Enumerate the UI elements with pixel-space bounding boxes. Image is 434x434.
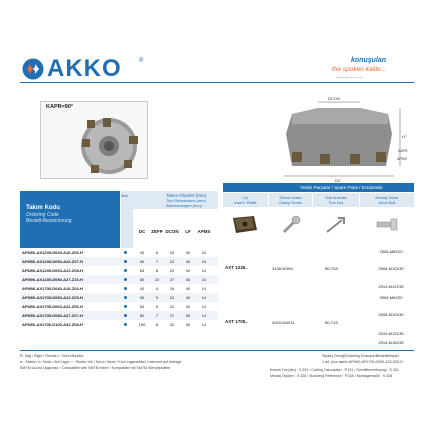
stock-dot bbox=[124, 251, 127, 254]
clamp-screw-icon bbox=[280, 214, 302, 236]
table-row bbox=[20, 275, 218, 284]
arbor-code: 2508-M10X30 bbox=[378, 266, 404, 271]
ordering-code-title: Takım Kodu bbox=[26, 205, 60, 211]
row-lf: 50 bbox=[185, 312, 191, 318]
lf-label: LF bbox=[402, 134, 407, 139]
row-dc: 63 bbox=[139, 303, 145, 309]
insert-label: Uç bbox=[243, 196, 248, 200]
row-dcon: 22 bbox=[169, 258, 175, 264]
row-code: AFM90-AX1235-D040-A16-Z06-H bbox=[22, 249, 83, 255]
row-z: 6 bbox=[155, 249, 159, 255]
row-dc: 40 bbox=[139, 249, 145, 255]
row-code: AFM90-AX1705-D063-A22-Z06-H bbox=[22, 303, 83, 309]
footer-order-example: Sipariş Örneği/Ordering Example/Bestellbeispiel bbox=[322, 354, 399, 358]
stock-column-label: Stok bbox=[121, 194, 129, 198]
row-z: 8 bbox=[155, 321, 159, 327]
header-divider bbox=[20, 82, 414, 83]
stock-dot bbox=[124, 269, 127, 272]
table-row bbox=[20, 320, 218, 329]
row-apmx: 10 bbox=[201, 249, 207, 255]
row-lf: 50 bbox=[185, 276, 191, 282]
row-apmx: 10 bbox=[201, 276, 207, 282]
stock-dot bbox=[124, 278, 127, 281]
arbor-label: Montaj Vidası bbox=[375, 196, 399, 200]
table-row bbox=[20, 293, 218, 302]
row-code: AFM90-AX1705-D100-A32-Z08-H bbox=[22, 321, 83, 327]
slogan-line-2: the spoken kalite... bbox=[332, 66, 387, 73]
row-dcon: 22 bbox=[169, 267, 175, 273]
col-header-zefp: ZEFP bbox=[151, 229, 163, 234]
screw-label-en: Clamp Screw bbox=[279, 201, 302, 205]
dimensions-title-tr: Takım Ölçüleri (mm) bbox=[166, 193, 207, 198]
dcon-label: DCON bbox=[328, 96, 340, 101]
row-lf: 50 bbox=[185, 321, 191, 327]
stock-dot bbox=[124, 296, 127, 299]
akko-logo-icon bbox=[22, 58, 44, 80]
col-header-dcon: DCON bbox=[165, 229, 179, 234]
row-apmx: 10 bbox=[201, 267, 207, 273]
face-mill-photo bbox=[41, 102, 149, 180]
row-lf: 40 bbox=[185, 294, 191, 300]
row-code: AFM90-AX1235-D080-A27-Z10-H bbox=[22, 276, 83, 282]
row-dcon: 27 bbox=[169, 312, 175, 318]
row-apmx: 14 bbox=[201, 294, 207, 300]
apmx-label: APMX bbox=[397, 157, 407, 161]
row-code: AFM90-AX1235-D063-A22-Z08-H bbox=[22, 267, 83, 273]
torx-key-icon bbox=[324, 214, 348, 236]
row-dc: 40 bbox=[139, 285, 145, 291]
row-lf: 40 bbox=[185, 303, 191, 309]
footer-mounting-ref: Montaj Ölçüleri : S.328 / Mounting Reference : P.328 / Montagemaße : S.328 bbox=[270, 374, 393, 378]
arbor-bolt-icon bbox=[375, 214, 399, 236]
row-lf: 40 bbox=[185, 285, 191, 291]
row-z: 8 bbox=[155, 267, 159, 273]
kapr-label: KAPR=90° bbox=[46, 104, 74, 110]
dimensions-title-en: Tool Dimensions (mm) bbox=[166, 198, 206, 203]
ordering-code-sub-de: Bestell-Bezeichnung bbox=[26, 218, 72, 224]
stock-dot bbox=[124, 323, 127, 326]
key-code-group1: 80-T08 bbox=[325, 266, 338, 271]
row-lf: 40 bbox=[185, 267, 191, 273]
key-label-en: Torx Key bbox=[328, 201, 344, 205]
row-lf: 40 bbox=[185, 249, 191, 255]
stock-dot bbox=[124, 287, 127, 290]
col-header-dc: DC bbox=[138, 229, 146, 234]
footer-note-2: ● : Stokta / In Stock / Auf Lager ○ : Stokta Yok / Not In Stock / Kein Lagerartikel, Lieferzeit auf Anfrage bbox=[20, 360, 182, 364]
table-row bbox=[20, 248, 218, 257]
arbor-code: 2508-M10X30 bbox=[378, 312, 404, 317]
technical-drawing bbox=[262, 94, 412, 184]
row-dc: 100 bbox=[138, 321, 146, 327]
footer-note-3: SMTM Ucuna Uygundur / Compatible with SMTM Insert / Kompatibel mit SMTM Wendeplatten bbox=[20, 366, 171, 370]
insert-icon bbox=[230, 214, 260, 236]
row-dc: 80 bbox=[139, 276, 145, 282]
stock-dot bbox=[124, 260, 127, 263]
dimensions-title-de: Abmessungen (mm) bbox=[166, 203, 203, 208]
row-z: 7 bbox=[155, 258, 159, 264]
stock-column-header bbox=[120, 191, 133, 248]
row-lf: 40 bbox=[185, 258, 191, 264]
row-dcon: 16 bbox=[169, 285, 175, 291]
brand-name: AKKO bbox=[47, 55, 122, 82]
row-code: AFM90-AX1705-D040-A16-Z04-H bbox=[22, 285, 83, 291]
row-code: AFM90-AX1235-D050-A22-Z07-H bbox=[22, 258, 83, 264]
row-apmx: 14 bbox=[201, 303, 207, 309]
row-code: AFM90-AX1705-D050-A22-Z05-H bbox=[22, 294, 83, 300]
row-dcon: 22 bbox=[169, 303, 175, 309]
row-dcon: 32 bbox=[169, 321, 175, 327]
insert-label-en: Insert / Platte bbox=[234, 201, 257, 205]
stock-dot bbox=[124, 305, 127, 308]
table-row bbox=[20, 266, 218, 275]
table-row bbox=[20, 284, 218, 293]
row-z: 6 bbox=[155, 303, 159, 309]
key-label: Tork Anahtarı bbox=[324, 196, 348, 200]
stock-dot bbox=[124, 314, 127, 317]
row-dc: 50 bbox=[139, 258, 145, 264]
row-apmx: 10 bbox=[201, 258, 207, 264]
table-row bbox=[20, 302, 218, 311]
row-z: 10 bbox=[154, 276, 160, 282]
row-z: 4 bbox=[155, 285, 159, 291]
key-code-group2: 80-T15 bbox=[325, 320, 338, 325]
insert-code-group1: AXT 1235.. bbox=[225, 265, 248, 270]
row-dcon: 16 bbox=[169, 249, 175, 255]
screw-label: Sıkma Vidası bbox=[279, 196, 302, 200]
arbor-code: 2506-M8X20 bbox=[379, 249, 403, 254]
row-code: AFM90-AX1705-D080-A27-Z07-H bbox=[22, 312, 83, 318]
col-header-apmx: APMX bbox=[197, 229, 211, 234]
row-apmx: 14 bbox=[201, 285, 207, 291]
arbor-code: 2510-M12X35 bbox=[378, 331, 404, 336]
row-dc: 63 bbox=[139, 267, 145, 273]
insert-code-group2: AXT 1705.. bbox=[225, 319, 248, 324]
slogan-line-3: ................ bbox=[336, 74, 363, 80]
product-photo-frame bbox=[40, 101, 148, 179]
row-z: 7 bbox=[155, 312, 159, 318]
footer-note-1: R: Sağ / Right / Rechts L: Sol/Left/Links bbox=[20, 354, 84, 358]
row-apmx: 14 bbox=[201, 321, 207, 327]
screw-code-group2: 4015-M4X11 bbox=[272, 320, 295, 325]
kapr-drawing-label: KAPR bbox=[398, 149, 408, 153]
arbor-code: 2510-M12X35 bbox=[378, 284, 404, 289]
row-dc: 80 bbox=[139, 312, 145, 318]
table-row bbox=[20, 257, 218, 266]
table-row bbox=[20, 311, 218, 320]
col-header-lf: LF bbox=[185, 229, 191, 234]
row-dcon: 27 bbox=[169, 276, 175, 282]
table-bottom-rule bbox=[20, 350, 414, 351]
slogan-line-1: konuşulan bbox=[351, 57, 387, 64]
row-dcon: 22 bbox=[169, 294, 175, 300]
footer-cutting-ref: Kesme Hızı(ları) : S.331 / Cutting Calculation : P.331 / Schnittberechnung : S.331 bbox=[270, 368, 399, 372]
registered-mark: ® bbox=[139, 58, 144, 64]
arbor-label-en: Arbor Bolt bbox=[378, 201, 396, 205]
ordering-code-sub-en: Ordering Code bbox=[26, 212, 59, 218]
screw-code-group1: 3108-M3X6 bbox=[272, 266, 293, 271]
footer-order-example-code: 1 ad. plus takılık AFM90-AP1705-D050-A22-Z05-H bbox=[322, 360, 403, 364]
arbor-code: 2514-M16X35 bbox=[378, 340, 404, 345]
row-z: 5 bbox=[155, 294, 159, 300]
arbor-code: 2506-M8X20 bbox=[379, 295, 403, 300]
spare-parts-title: Yedek Parçalar / Spare Parts / Ersatzteile bbox=[300, 185, 383, 190]
row-apmx: 14 bbox=[201, 312, 207, 318]
dc-label: DC bbox=[335, 178, 341, 183]
row-dc: 50 bbox=[139, 294, 145, 300]
